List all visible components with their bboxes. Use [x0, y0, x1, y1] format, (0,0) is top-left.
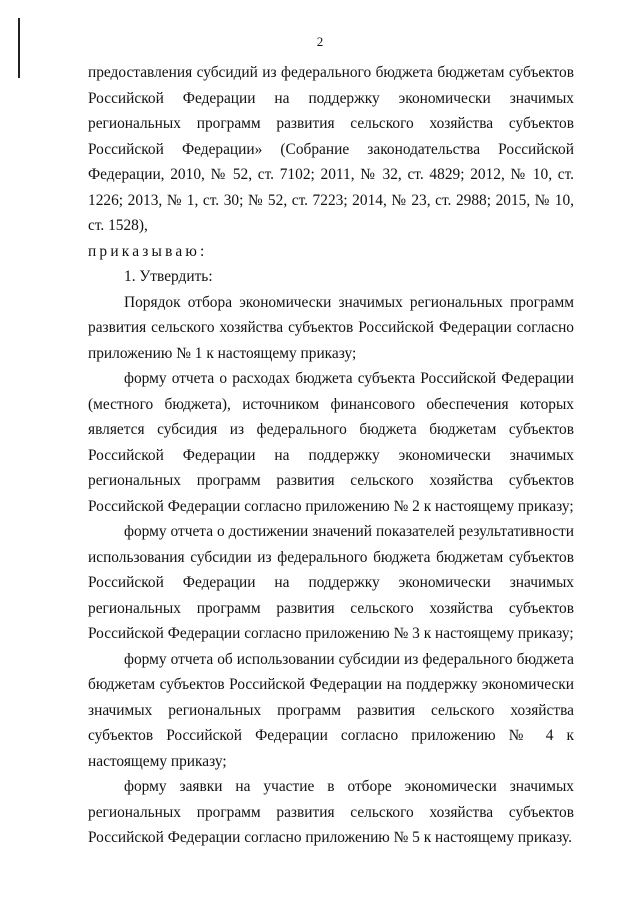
document-body — [88, 60, 574, 851]
page-number: 2 — [316, 34, 324, 49]
paragraph-form-indicators: форму отчета о достижении значений показателей результативности использования субсидии из федерального бюджета бюджетам субъектов Российской Федерации на поддержку экономически значимых региональных программ развития сельского хозяйства субъектов Российской Федерации согласно приложению № 3 к настоящему приказу; — [88, 523, 574, 642]
paragraph-procedure: Порядок отбора экономически значимых региональных программ развития сельского хозяйства субъектов Российской Федерации согласно приложению № 1 к настоящему приказу; — [88, 293, 574, 362]
paragraph-order-word: приказываю: — [88, 242, 208, 260]
paragraph-form-expenses: форму отчета о расходах бюджета субъекта Российской Федерации (местного бюджета), источником финансового обеспечения которых является субсидия из федерального бюджета бюджетам субъектов Российской Федерации на поддержку экономически значимых региональных программ развития сельского хозяйства субъектов Российской Федерации согласно приложению № 2 к настоящему приказу; — [88, 370, 574, 515]
paragraph-preamble: предоставления субсидий из федерального бюджета бюджетам субъектов Российской Федерации на поддержку экономически значимых региональных программ развития сельского хозяйства субъектов Российской Федерации» (Собрание законодательства Российской Федерации, 2010, № 52, ст. 7102; 2011, № 32, ст. 4829; 2012, № 10, ст. 1226; 2013, № 1, ст. 30; № 52, ст. 7223; 2014, № 23, ст. 2988; 2015, № 10, ст. 1528), — [88, 64, 574, 234]
paragraph-approve: 1. Утвердить: — [124, 268, 213, 285]
paragraph-form-usage: форму отчета об использовании субсидии из федерального бюджета бюджетам субъектов Российской Федерации на поддержку экономически значимых региональных программ развития сельского хозяйства субъектов Российской Федерации согласно приложению № 4 к настоящему приказу; — [88, 650, 574, 770]
paragraph-form-application: форму заявки на участие в отборе экономически значимых региональных программ развития сельского хозяйства субъектов Российской Федерации согласно приложению № 5 к настоящему приказу. — [88, 778, 574, 846]
